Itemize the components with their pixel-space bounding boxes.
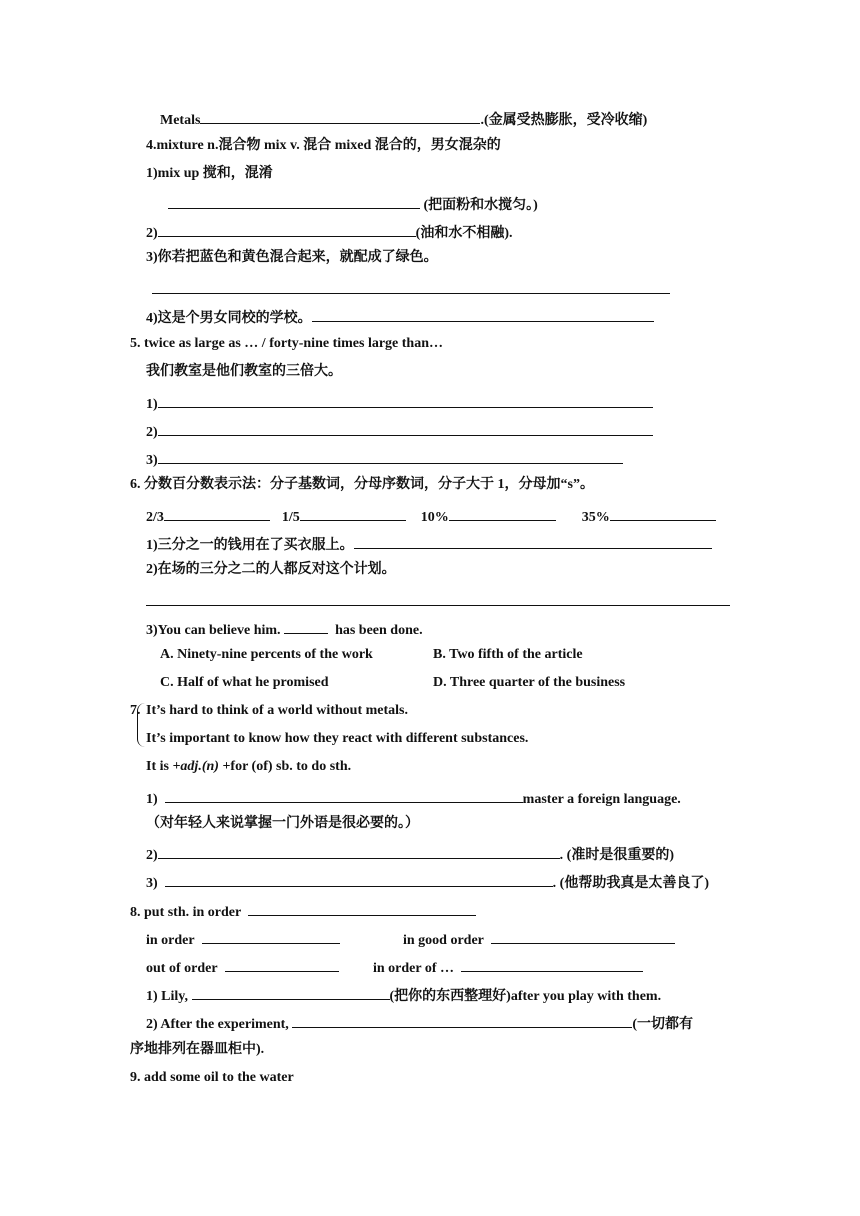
- text: in good order: [403, 933, 484, 948]
- line-two-thirds: 2)在场的三分之二的人都反对这个计划。: [146, 562, 396, 577]
- answer-line[interactable]: [146, 590, 730, 608]
- line-in-good-order: [403, 928, 675, 946]
- mix-up-line: 1)mix up 搅和，混淆: [146, 166, 273, 181]
- answer-blank[interactable]: [165, 871, 553, 887]
- text: 2): [146, 425, 158, 440]
- answer-blank[interactable]: [449, 505, 556, 521]
- option-a[interactable]: A. Ninety-nine percents of the work: [160, 647, 373, 662]
- answer-blank[interactable]: [200, 108, 480, 124]
- answer-blank[interactable]: [461, 956, 643, 972]
- text: It is: [146, 759, 173, 774]
- text: in order of …: [373, 961, 455, 976]
- option-c[interactable]: C. Half of what he promised: [160, 675, 329, 690]
- item-4-heading: 4.mixture n.混合物 mix v. 混合 mixed 混合的，男女混杂的: [146, 138, 501, 153]
- answer-blank[interactable]: [292, 1012, 632, 1028]
- answer-blank[interactable]: [354, 533, 712, 549]
- line-kind: [146, 871, 709, 889]
- line-oil-water: [146, 221, 513, 239]
- text: (把面粉和水搅匀。): [420, 198, 538, 213]
- answer-row-3: [146, 448, 623, 466]
- answer-blank[interactable]: [225, 956, 339, 972]
- text: 3): [146, 453, 158, 468]
- text: 2): [146, 226, 158, 241]
- answer-blank[interactable]: [248, 900, 476, 916]
- fraction-label: 1/5: [281, 510, 300, 525]
- option-d[interactable]: D. Three quarter of the business: [433, 675, 626, 690]
- text: 3): [146, 876, 158, 891]
- line-classroom: 我们教室是他们教室的三倍大。: [146, 364, 342, 379]
- text: +adj.(n): [172, 759, 219, 774]
- answer-blank[interactable]: [168, 193, 420, 209]
- answer-blank[interactable]: [300, 505, 406, 521]
- line-flour-water: [168, 193, 538, 211]
- answer-blank[interactable]: [158, 392, 653, 408]
- fraction-label: 10%: [420, 510, 449, 525]
- line-blue-yellow: 3)你若把蓝色和黄色混合起来，就配成了绿色。: [146, 250, 438, 265]
- answer-blank[interactable]: [284, 618, 328, 634]
- answer-blank[interactable]: [202, 928, 340, 944]
- answer-line[interactable]: [152, 278, 670, 296]
- answer-blank[interactable]: [158, 420, 653, 436]
- line-coed-school: [146, 306, 654, 324]
- text: 4)这是个男女同校的学校。: [146, 311, 312, 326]
- line-punctual: [146, 843, 674, 861]
- option-b[interactable]: B. Two fifth of the article: [433, 647, 583, 662]
- item-7-sentence-2: It’s important to know how they react with different substances.: [146, 731, 529, 746]
- text: 2) After the experiment,: [146, 1017, 289, 1032]
- text: . (他帮助我真是太善良了): [552, 876, 709, 891]
- line-experiment: [146, 1012, 693, 1030]
- line-foreign-language-cn: （对年轻人来说掌握一门外语是很必要的。）: [146, 816, 419, 831]
- text: +for (of) sb. to do sth.: [218, 759, 352, 774]
- line-believe-him: [146, 618, 423, 636]
- text: . (准时是很重要的): [559, 848, 674, 863]
- text: 3)You can believe him.: [146, 623, 281, 638]
- text: 2): [146, 848, 158, 863]
- text: 1): [146, 397, 158, 412]
- line-foreign-language: [146, 787, 681, 805]
- fractions-row: [146, 505, 716, 523]
- text: .(金属受热膨胀，受冷收缩): [480, 113, 648, 128]
- text: has been done.: [335, 623, 423, 638]
- pattern-line: [146, 758, 351, 776]
- line-metals: [160, 108, 647, 126]
- text: 1)三分之一的钱用在了买衣服上。: [146, 538, 354, 553]
- item-8-heading: [130, 900, 476, 918]
- line-lily: [146, 984, 661, 1002]
- answer-blank[interactable]: [312, 306, 654, 322]
- line-one-third: [146, 533, 712, 551]
- answer-blank[interactable]: [164, 505, 270, 521]
- item-5-heading: 5. twice as large as … / forty-nine times large than…: [130, 336, 443, 351]
- text: 1): [146, 792, 158, 807]
- answer-blank[interactable]: [158, 221, 416, 237]
- line-in-order-of: [373, 956, 643, 974]
- text: 1) Lily,: [146, 989, 189, 1004]
- line-out-of-order: [146, 956, 339, 974]
- item-6-heading: 6. 分数百分数表示法：分子基数词，分母序数词，分子大于 1，分母加“s”。: [130, 477, 594, 492]
- answer-blank[interactable]: [610, 505, 716, 521]
- text: 8. put sth. in order: [130, 905, 242, 920]
- line-experiment-cont: 序地排列在器皿柜中).: [130, 1042, 265, 1057]
- answer-blank[interactable]: [165, 787, 523, 803]
- answer-blank[interactable]: [192, 984, 390, 1000]
- item-7-number: 7.: [130, 703, 141, 718]
- fraction-label: 35%: [581, 510, 610, 525]
- answer-blank[interactable]: [158, 448, 623, 464]
- item-9-heading: 9. add some oil to the water: [130, 1070, 294, 1085]
- answer-row-1: [146, 392, 653, 410]
- text: (一切都有: [632, 1017, 693, 1032]
- fraction-label: 2/3: [146, 510, 164, 525]
- text: out of order: [146, 961, 218, 976]
- answer-blank[interactable]: [158, 843, 560, 859]
- text: (油和水不相融).: [415, 226, 513, 241]
- text: Metals: [160, 113, 201, 128]
- text: in order: [146, 933, 195, 948]
- text: (把你的东西整理好)after you play with them.: [389, 989, 662, 1004]
- text: master a foreign language.: [522, 792, 681, 807]
- item-7-sentence-1: It’s hard to think of a world without metals.: [146, 703, 408, 718]
- line-in-order: [146, 928, 340, 946]
- answer-row-2: [146, 420, 653, 438]
- answer-blank[interactable]: [491, 928, 675, 944]
